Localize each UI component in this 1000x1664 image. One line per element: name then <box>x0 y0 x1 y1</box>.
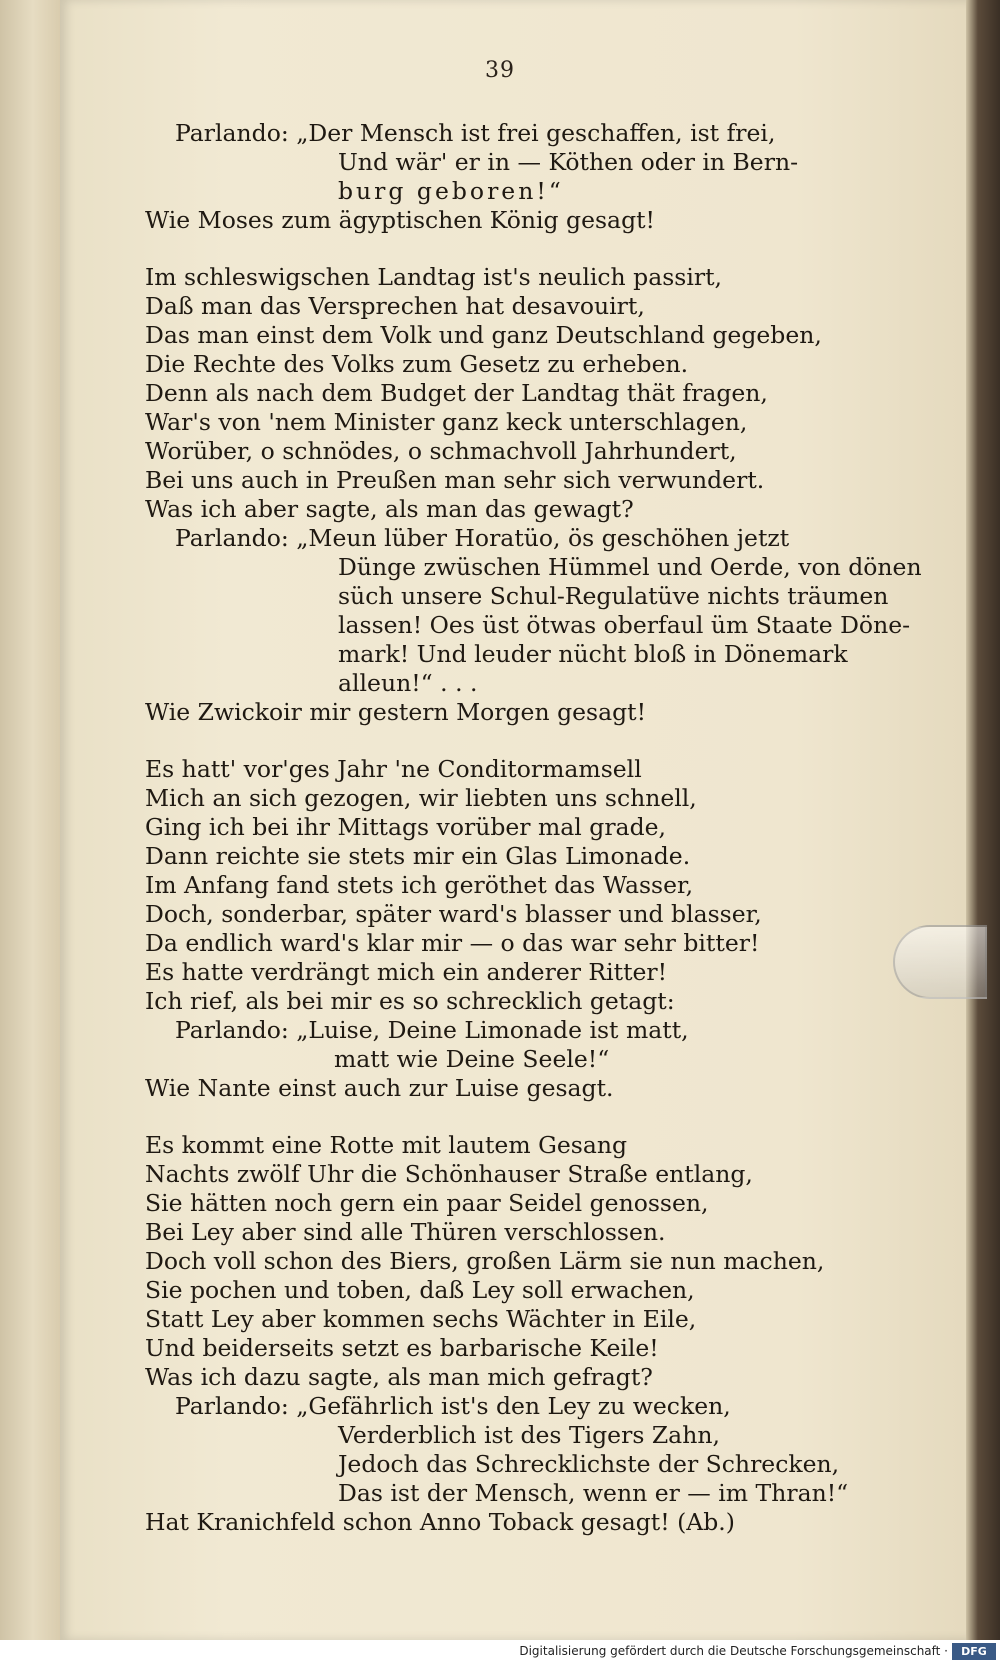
text-line: Das ist der Mensch, wenn er — im Thran!“ <box>338 1479 849 1507</box>
funding-notice: Digitalisierung gefördert durch die Deutsche Forschungsgemeinschaft · <box>519 1644 948 1658</box>
text-line: Im schleswigschen Landtag ist's neulich passirt, <box>145 263 723 291</box>
text-line: Im Anfang fand stets ich geröthet das Wasser, <box>145 871 694 899</box>
text-line: matt wie Deine Seele!“ <box>334 1045 610 1073</box>
text-line: Parlando: „Luise, Deine Limonade ist matt, <box>175 1016 689 1044</box>
text-line: Wie Zwickoir mir gestern Morgen gesagt! <box>145 698 647 726</box>
text-line: Statt Ley aber kommen sechs Wächter in Eile, <box>145 1305 697 1333</box>
text-line: War's von 'nem Minister ganz keck unterschlagen, <box>145 408 748 436</box>
text-line: Nachts zwölf Uhr die Schönhauser Straße entlang, <box>145 1160 753 1188</box>
text-line: burg geboren!“ <box>338 177 564 205</box>
page-number: 39 <box>485 58 515 83</box>
footer-bar <box>0 1640 1000 1664</box>
text-line: Ging ich bei ihr Mittags vorüber mal grade, <box>145 813 666 841</box>
text-line: Daß man das Versprechen hat desavouirt, <box>145 292 645 320</box>
text-line: Es hatt' vor'ges Jahr 'ne Conditormamsell <box>145 755 642 783</box>
text-line: süch unsere Schul-Regulatüve nichts träumen <box>338 582 889 610</box>
text-line: Jedoch das Schrecklichste der Schrecken, <box>338 1450 840 1478</box>
text-line: Hat Kranichfeld schon Anno Toback gesagt! (Ab.) <box>145 1508 735 1536</box>
text-line: Doch voll schon des Biers, großen Lärm sie nun machen, <box>145 1247 825 1275</box>
text-line: Es kommt eine Rotte mit lautem Gesang <box>145 1131 628 1159</box>
text-line: lassen! Oes üst ötwas oberfaul üm Staate Döne- <box>338 611 911 639</box>
text-line: Denn als nach dem Budget der Landtag thät fragen, <box>145 379 768 407</box>
text-line: Mich an sich gezogen, wir liebten uns schnell, <box>145 784 697 812</box>
text-line: Wie Moses zum ägyptischen König gesagt! <box>145 206 656 234</box>
text-line: Was ich dazu sagte, als man mich gefragt? <box>145 1363 653 1391</box>
text-line: Die Rechte des Volks zum Gesetz zu erheben. <box>145 350 689 378</box>
text-line: Parlando: „Gefährlich ist's den Ley zu wecken, <box>175 1392 731 1420</box>
text-line: Ich rief, als bei mir es so schrecklich getagt: <box>145 987 675 1015</box>
text-line: Sie pochen und toben, daß Ley soll erwachen, <box>145 1276 695 1304</box>
text-line: Und wär' er in — Köthen oder in Bern- <box>338 148 799 176</box>
text-line: Und beiderseits setzt es barbarische Keile! <box>145 1334 659 1362</box>
page-clip-holder <box>893 925 987 999</box>
book-edge-right <box>966 0 1000 1640</box>
text-line: Was ich aber sagte, als man das gewagt? <box>145 495 634 523</box>
text-line: Das man einst dem Volk und ganz Deutschland gegeben, <box>145 321 822 349</box>
text-line: Da endlich ward's klar mir — o das war sehr bitter! <box>145 929 760 957</box>
text-line: Bei uns auch in Preußen man sehr sich verwundert. <box>145 466 765 494</box>
text-line: alleun!“ . . . <box>338 669 478 697</box>
text-line: Doch, sonderbar, später ward's blasser und blasser, <box>145 900 762 928</box>
text-line: Parlando: „Meun lüber Horatüo, ös geschöhen jetzt <box>175 524 790 552</box>
text-line: Verderblich ist des Tigers Zahn, <box>338 1421 720 1449</box>
text-line: Dünge zwüschen Hümmel und Oerde, von dönen <box>338 553 922 581</box>
text-line: Bei Ley aber sind alle Thüren verschlossen. <box>145 1218 666 1246</box>
text-line: Es hatte verdrängt mich ein anderer Ritter! <box>145 958 668 986</box>
text-line: mark! Und leuder nücht bloß in Dönemark <box>338 640 848 668</box>
text-line: Sie hätten noch gern ein paar Seidel genossen, <box>145 1189 709 1217</box>
text-line: Parlando: „Der Mensch ist frei geschaffen, ist frei, <box>175 119 776 147</box>
text-line: Dann reichte sie stets mir ein Glas Limonade. <box>145 842 691 870</box>
dfg-logo: DFG <box>952 1643 996 1660</box>
text-line: Wie Nante einst auch zur Luise gesagt. <box>145 1074 614 1102</box>
text-line: Worüber, o schnödes, o schmachvoll Jahrhundert, <box>145 437 737 465</box>
book-edge-left <box>0 0 60 1640</box>
